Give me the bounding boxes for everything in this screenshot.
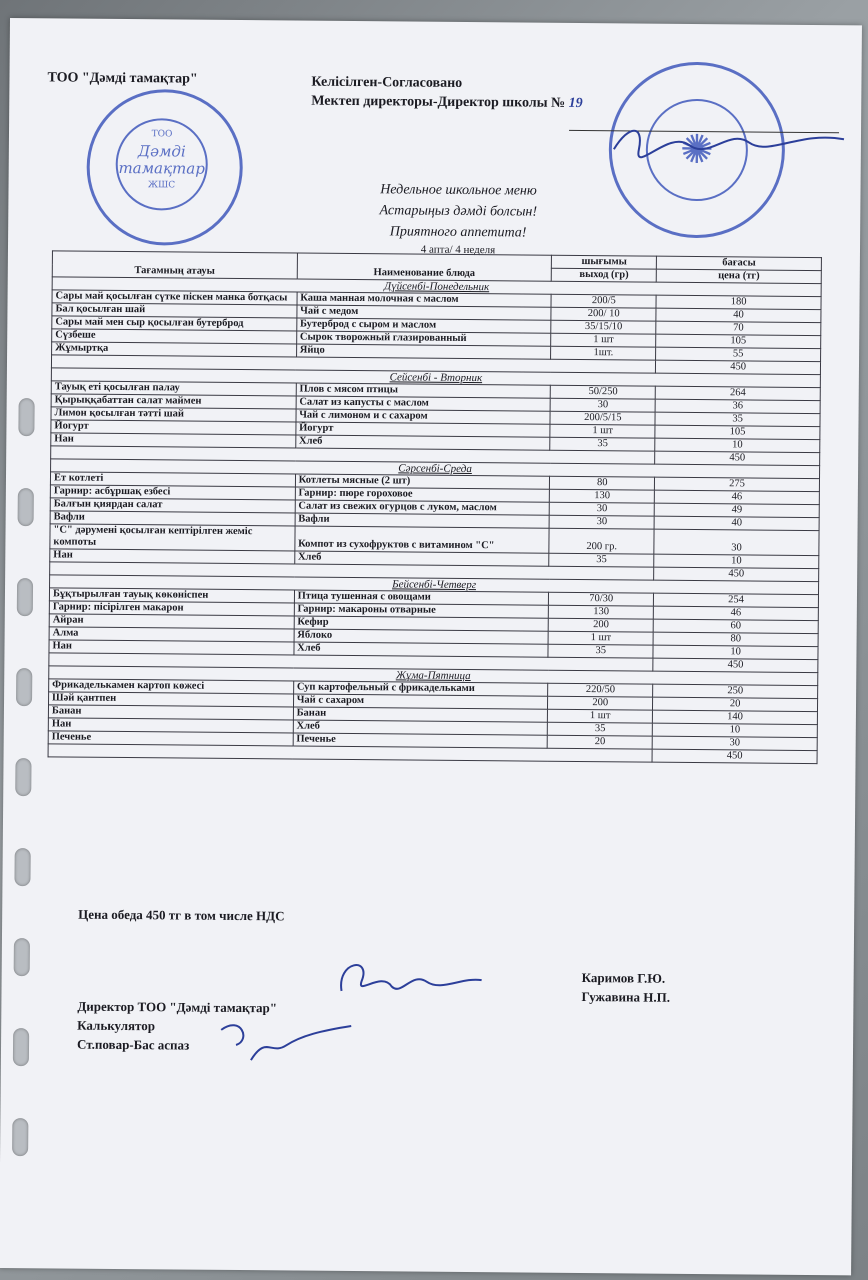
day-total: 450 <box>656 360 821 374</box>
dish-name-ru: Банан <box>293 707 548 722</box>
menu-title: Недельное школьное меню <box>380 182 537 199</box>
header-yield-kz: шығымы <box>552 255 657 269</box>
dish-name-kz: Сары май қосылған сүтке піскен манка ботқасы <box>52 290 297 305</box>
dish-yield: 1 шт <box>548 631 653 645</box>
dish-name-ru: Каша манная молочная с маслом <box>297 292 552 307</box>
dish-yield: 200 <box>549 618 654 632</box>
menu-titles <box>308 179 609 245</box>
approval-title: Келісілген-Согласовано <box>311 74 463 91</box>
dish-yield: 130 <box>549 605 654 619</box>
dish-name-ru: Чай с сахаром <box>293 694 548 709</box>
greeting-ru: Приятного аппетита! <box>389 224 527 241</box>
dish-yield: 35/15/10 <box>551 320 656 334</box>
day-title: Сәрсенбі-Среда <box>51 459 820 479</box>
dish-name-kz: Сүзбеше <box>52 329 297 344</box>
dish-name-kz: Гарнир: асбұршақ езбесі <box>50 485 295 500</box>
school-director-label: Мектеп директоры-Директор школы № <box>311 93 566 111</box>
stamp-bottom-text: ЖШС <box>147 180 176 191</box>
day-total: 450 <box>653 658 818 672</box>
dish-price: 55 <box>656 347 821 361</box>
dish-yield: 130 <box>550 489 655 503</box>
dish-yield: 35 <box>549 553 654 567</box>
calculator-label: Калькулятор <box>77 1017 156 1034</box>
binder-hole <box>14 848 30 886</box>
dish-price: 49 <box>654 503 819 517</box>
dish-price: 250 <box>653 684 818 698</box>
dish-yield: 70/30 <box>549 592 654 606</box>
dish-yield: 1 шт <box>548 709 653 723</box>
dish-name-ru: Бутерброд с сыром и маслом <box>296 318 551 333</box>
header-ru-name: Наименование блюда <box>297 253 552 281</box>
dish-yield: 220/50 <box>548 683 653 697</box>
week-label: 4 апта/ 4 неделя <box>420 243 496 257</box>
binder-hole <box>17 578 33 616</box>
director-signature <box>331 951 492 1012</box>
dish-yield: 30 <box>549 515 654 529</box>
dish-yield: 30 <box>550 398 655 412</box>
dish-yield: 200 <box>548 696 653 710</box>
dish-name-kz: Балғын қиярдан салат <box>50 498 295 513</box>
dish-name-ru: Вафли <box>295 513 550 528</box>
dish-name-kz: Нан <box>50 549 295 564</box>
binder-hole <box>16 668 32 706</box>
dish-name-ru: Суп картофельный с фрикадельками <box>293 681 548 696</box>
menu-table <box>48 250 822 764</box>
dish-yield: 200 гр. <box>549 528 654 554</box>
dish-yield: 30 <box>550 502 655 516</box>
dish-name-kz: Йогурт <box>51 420 296 435</box>
menu-document <box>0 18 862 1275</box>
binder-hole <box>12 1118 28 1156</box>
dish-price: 180 <box>656 295 821 309</box>
dish-name-ru: Салат из свежих огурцов с луком, маслом <box>295 500 550 515</box>
dish-name-kz: Банан <box>48 705 293 720</box>
dish-name-ru: Котлеты мясные (2 шт) <box>295 474 550 489</box>
dish-price: 36 <box>655 399 820 413</box>
dish-name-ru: Хлеб <box>293 720 548 735</box>
company-name: ТОО "Дәмді тамақтар" <box>47 70 198 87</box>
signatory-name-1: Каримов Г.Ю. <box>581 970 666 986</box>
dish-yield: 1шт. <box>551 346 656 360</box>
dish-price: 105 <box>655 425 820 439</box>
greeting-kz: Астарыңыз дәмді болсын! <box>379 203 538 220</box>
binder-hole <box>14 938 30 976</box>
dish-price: 30 <box>654 529 819 555</box>
director-label: Директор ТОО "Дәмді тамақтар" <box>77 998 278 1016</box>
school-director-signature <box>609 119 849 161</box>
dish-price: 70 <box>656 321 821 335</box>
dish-name-kz: Печенье <box>48 731 293 746</box>
header-yield-ru: выход (гр) <box>552 268 657 282</box>
dish-price: 30 <box>652 736 817 750</box>
binder-hole <box>18 488 34 526</box>
company-stamp-center <box>115 118 208 211</box>
dish-price: 10 <box>654 554 819 568</box>
dish-name-kz: Нан <box>49 640 294 655</box>
dish-name-kz: Фрикаделькамен картоп көжесі <box>49 679 294 694</box>
dish-price: 10 <box>655 438 820 452</box>
dish-yield: 200/ 10 <box>551 307 656 321</box>
day-title: Жұма-Пятница <box>49 666 818 686</box>
dish-yield: 50/250 <box>551 385 656 399</box>
stamp-top-text: ТОО <box>151 129 173 140</box>
school-emblem-icon: ✺ <box>645 99 748 202</box>
dish-name-kz: Бал қосылған шай <box>52 303 297 318</box>
dish-name-kz: Алма <box>49 627 294 642</box>
dish-yield: 200/5 <box>551 294 656 308</box>
dish-yield: 200/5/15 <box>550 411 655 425</box>
dish-price: 40 <box>654 516 819 530</box>
dish-yield: 35 <box>548 722 653 736</box>
day-total: 450 <box>652 749 817 763</box>
dish-price: 275 <box>655 477 820 491</box>
dish-name-ru: Яйцо <box>296 344 551 359</box>
dish-name-ru: Компот из сухофруктов с витамином "С" <box>295 526 550 553</box>
dish-name-kz: Вафли <box>50 511 295 526</box>
dish-name-ru: Печенье <box>293 733 548 748</box>
dish-name-kz: "С" дәрумені қосылған кептірілген жеміс компоты <box>50 524 295 551</box>
dish-name-ru: Хлеб <box>294 551 549 566</box>
dish-name-ru: Кефир <box>294 616 549 631</box>
dish-price: 10 <box>652 723 817 737</box>
binder-hole <box>13 1028 29 1066</box>
dish-name-kz: Гарнир: пісірілген макарон <box>49 601 294 616</box>
day-title: Сейсенбі - Вторник <box>51 368 820 388</box>
dish-price: 105 <box>656 334 821 348</box>
dish-price: 20 <box>653 697 818 711</box>
calculator-signature <box>211 1010 362 1071</box>
table-body <box>48 277 821 764</box>
binder-hole <box>15 758 31 796</box>
dish-price: 35 <box>655 412 820 426</box>
dish-price: 254 <box>654 593 819 607</box>
dish-name-kz: Жұмыртқа <box>52 342 297 357</box>
binder-hole <box>18 398 34 436</box>
dish-yield: 20 <box>547 735 652 749</box>
school-director-line <box>311 92 583 113</box>
dish-name-ru: Хлеб <box>295 435 550 450</box>
approval-block <box>311 73 583 113</box>
dish-price: 80 <box>653 632 818 646</box>
dish-name-ru: Гарнир: макароны отварные <box>294 603 549 618</box>
dish-name-ru: Чай с медом <box>297 305 552 320</box>
dish-price: 40 <box>656 308 821 322</box>
company-stamp <box>86 89 243 246</box>
dish-name-kz: Нан <box>48 718 293 733</box>
dish-name-kz: Шәй қантпен <box>49 692 294 707</box>
dish-yield: 1 шт <box>551 333 656 347</box>
dish-price: 60 <box>653 619 818 633</box>
dish-name-ru: Плов с мясом птицы <box>296 383 551 398</box>
dish-name-ru: Салат из капусты с маслом <box>296 396 551 411</box>
dish-name-ru: Гарнир: пюре гороховое <box>295 487 550 502</box>
dish-name-ru: Яблоко <box>294 629 549 644</box>
header-price-ru: цена (тг) <box>656 269 821 283</box>
dish-name-ru: Птица тушенная с овощами <box>294 590 549 605</box>
dish-name-ru: Чай с лимоном и с сахаром <box>296 409 551 424</box>
dish-price: 10 <box>653 645 818 659</box>
dish-name-ru: Сырок творожный глазированный <box>296 331 551 346</box>
dish-name-kz: Лимон қосылған тәтті шай <box>51 407 296 422</box>
day-title: Бейсенбі-Четверг <box>50 575 819 595</box>
dish-name-kz: Ет котлеті <box>50 472 295 487</box>
dish-name-kz: Тауық еті қосылған палау <box>51 381 296 396</box>
dish-name-ru: Йогурт <box>296 422 551 437</box>
dish-name-ru: Хлеб <box>294 642 549 657</box>
signatory-name-2: Гужавина Н.П. <box>581 989 671 1005</box>
header-price-kz: бағасы <box>657 256 822 270</box>
price-note: Цена обеда 450 тг в том числе НДС <box>78 906 285 924</box>
binder-holes <box>12 398 39 1208</box>
day-title: Дүйсенбі-Понедельник <box>52 277 821 297</box>
day-total: 450 <box>655 451 820 465</box>
chef-label: Ст.повар-Бас аспаз <box>76 1036 190 1053</box>
day-total: 450 <box>654 567 819 581</box>
dish-name-kz: Нан <box>51 433 296 448</box>
dish-yield: 35 <box>550 437 655 451</box>
dish-yield: 80 <box>550 476 655 490</box>
dish-name-kz: Айран <box>49 614 294 629</box>
dish-name-kz: Бұқтырылған тауық көкөніспен <box>49 588 294 603</box>
dish-price: 46 <box>654 606 819 620</box>
school-number: 19 <box>568 95 583 112</box>
stamp-company-name: Дәмді тамақтар <box>118 142 205 178</box>
header-kz-name: Тағамның атауы <box>52 251 297 279</box>
dish-price: 140 <box>653 710 818 724</box>
dish-name-kz: Сары май мен сыр қосылған бутерброд <box>52 316 297 331</box>
dish-name-kz: Қырыққабаттан салат маймен <box>51 394 296 409</box>
signatory-names <box>581 968 670 1007</box>
dish-price: 46 <box>655 490 820 504</box>
dish-yield: 35 <box>548 644 653 658</box>
dish-yield: 1 шт <box>550 424 655 438</box>
dish-price: 264 <box>655 386 820 400</box>
header-row <box>52 251 821 271</box>
